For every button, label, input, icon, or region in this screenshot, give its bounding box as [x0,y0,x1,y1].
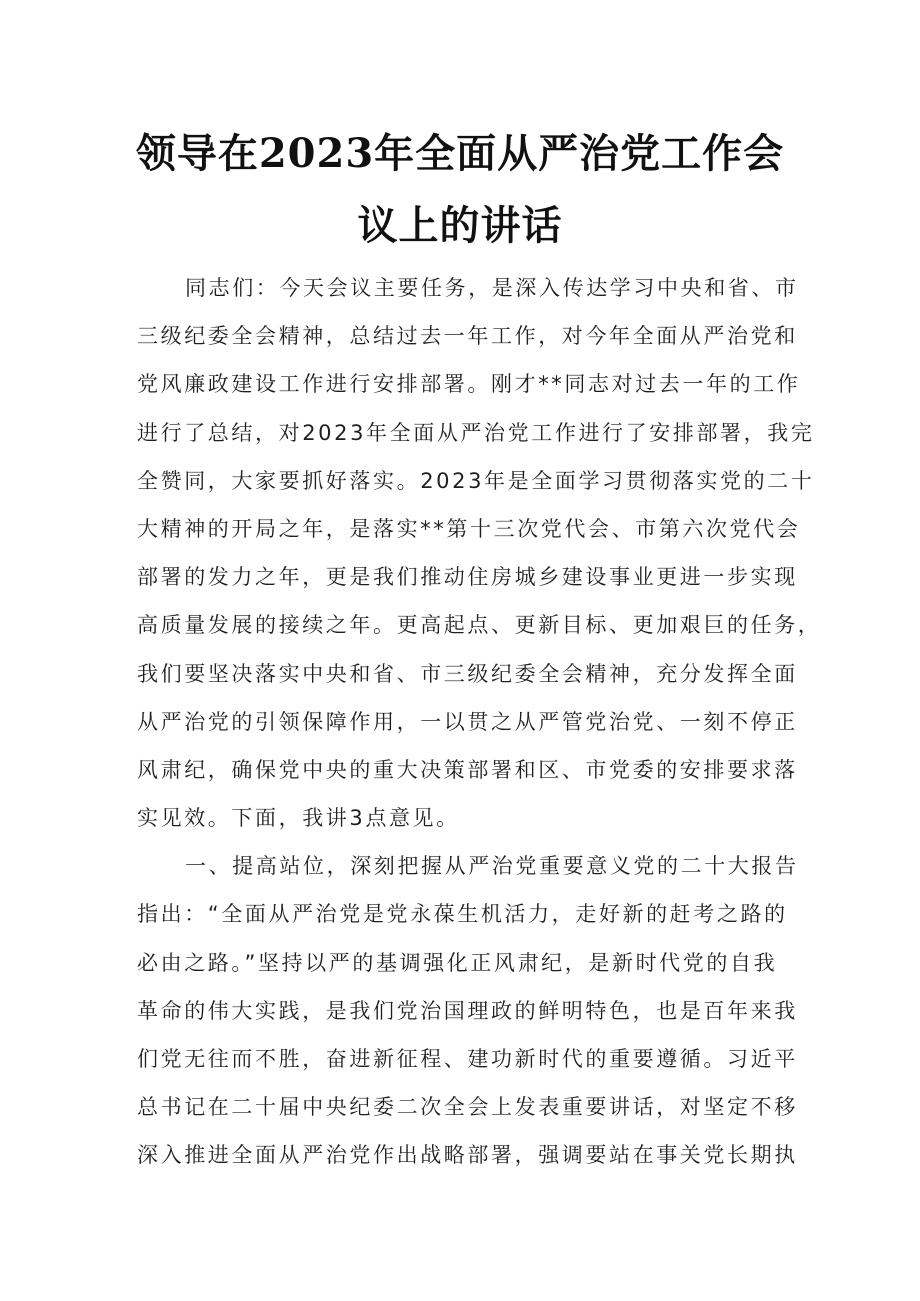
paragraph-1-line-8: 高质量发展的接续之年。更高起点、更新目标、更加艰巨的任务， [137,613,822,638]
paragraph-1-line-2: 三级纪委全会精神，总结过去一年工作，对今年全面从严治党和 [137,324,798,349]
paragraph-2-line-6: 总书记在二十届中央纪委二次全会上发表重要讲话，对坚定不移 [137,1095,798,1120]
paragraph-1-line-7: 部署的发力之年，更是我们推动住房城乡建设事业更进一步实现 [137,565,798,590]
paragraph-1-line-4: 进行了总结，对2023年全面从严治党工作进行了安排部署，我完 [137,420,815,445]
paragraph-1-line-6: 大精神的开局之年，是落实**第十三次党代会、市第六次党代会 [137,516,801,541]
paragraph-2-line-3: 必由之路。”坚持以严的基调强化正风肃纪，是新时代党的自我 [137,950,778,975]
paragraph-1-line-11: 风肃纪，确保党中央的重大决策部署和区、市党委的安排要求落 [137,757,798,782]
paragraph-1-line-10: 从严治党的引领保障作用，一以贯之从严管党治党、一刻不停正 [137,709,798,734]
paragraph-2-line-5: 们党无往而不胜，奋进新征程、建功新时代的重要遵循。习近平 [137,1047,798,1071]
paragraph-2-line-1: 一、提高站位，深刻把握从严治党重要意义党的二十大报告 [185,854,799,879]
paragraph-2-line-4: 革命的伟大实践，是我们党治国理政的鲜明特色，也是百年来我 [137,998,798,1023]
paragraph-2-line-7: 深入推进全面从严治党作出战略部署，强调要站在事关党长期执 [137,1143,798,1168]
title-line-2: 议上的讲话 [357,202,563,249]
paragraph-1-line-3: 党风廉政建设工作进行安排部署。刚才**同志对过去一年的工作 [137,372,801,397]
paragraph-1-line-5: 全赞同，大家要抓好落实。2023年是全面学习贯彻落实党的二十 [137,468,815,493]
paragraph-2-line-2: 指出：“全面从严治党是党永葆生机活力，走好新的赶考之路的 [137,902,788,927]
paragraph-1-line-1: 同志们：今天会议主要任务，是深入传达学习中央和省、市 [185,276,799,300]
paragraph-1-line-9: 我们要坚决落实中央和省、市三级纪委全会精神，充分发挥全面 [137,661,798,686]
title-line-1: 领导在2023年全面从严治党工作会 [135,130,785,177]
paragraph-1-line-12: 实见效。下面，我讲3点意见。 [137,806,460,831]
document-body [137,264,822,1180]
document-title [120,118,800,262]
